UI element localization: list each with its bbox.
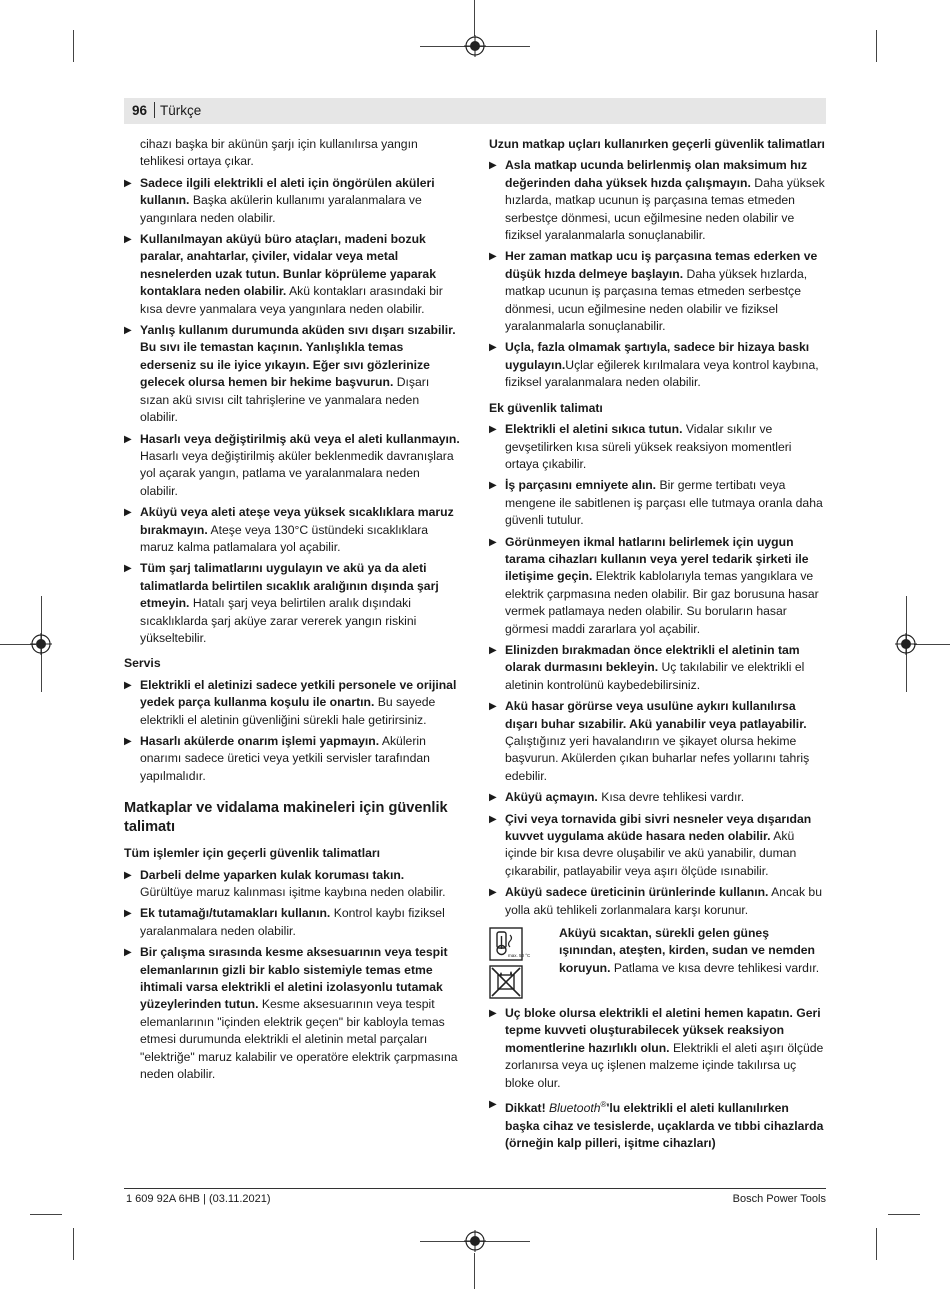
bullet-arrow-icon: ▶ xyxy=(124,947,132,959)
bullet-item xyxy=(124,677,460,729)
bullet-plain-text: Daha yüksek hızlarda, matkap ucunun iş parçasına temas etmeden serbestçe dönmesi, ucun eğilmesine neden olabilir ve fiziksel yaralanmalarla sonuçlanabilir. xyxy=(505,175,825,243)
thermometer-warning-icon xyxy=(489,927,531,961)
crop-mark xyxy=(73,1228,74,1260)
footer-doc-code: 1 609 92A 6HB | (03.11.2021) xyxy=(126,1193,271,1205)
bullet-item xyxy=(489,534,825,638)
page-header xyxy=(124,98,826,124)
bullet-bold-text: İş parçasını emniyete alın. xyxy=(505,478,657,493)
bullet-plain-text: Ateşe veya 130°C üstündeki sıcaklıklara maruz kalma patlamalara yol açabilir. xyxy=(140,522,429,554)
battery-warning-plain: Patlama ve kısa devre tehlikesi vardır. xyxy=(610,960,820,975)
bullet-item xyxy=(489,157,825,244)
crop-mark xyxy=(914,644,950,645)
icon-temperature-label: max. 50 °C xyxy=(508,953,531,959)
battery-warning-bold: Aküyü sıcaktan, sürekli gelen güneş ışınından, ateşten, kirden, sudan ve nemden koruyun. xyxy=(559,926,816,975)
left-column xyxy=(124,136,460,1088)
bullet-item xyxy=(489,339,825,391)
bluetooth-italic: Bluetooth xyxy=(549,1101,601,1116)
bullet-item xyxy=(124,944,460,1083)
bullet-bold-text: Aküyü veya aleti ateşe veya yüksek sıcaklıklara maruz bırakmayın. xyxy=(140,505,454,537)
bullet-bold-text: Darbeli delme yaparken kulak koruması takın. xyxy=(140,867,405,882)
crop-mark xyxy=(474,1253,475,1289)
bullet-plain-text: Çalıştığınız yeri havalandırın ve şikayet olursa hekime başvurun. Akülerden çıkan buharlar nefes yollarını tahriş edebilir. xyxy=(505,734,810,783)
bullet-bold-text: Ek tutamağı/tutamakları kullanın. xyxy=(140,906,331,921)
bluetooth-sup: ® xyxy=(600,1100,607,1110)
bullet-plain-text: Daha yüksek hızlarda, matkap ucunun iş parçasına temas etmeden serbestçe dönmesi, ucun eğilmesine neden olabilir ve fiziksel yaralanmalarla sonuçlanabilir. xyxy=(505,266,808,334)
bullet-item xyxy=(489,421,825,473)
bullet-plain-text: Uçlar eğilerek kırılmalara veya kontrol kaybına, fiziksel yaralanmalara neden olabilir. xyxy=(505,357,819,390)
bullet-bold-text: Elektrikli el aletini sıkıca tutun. xyxy=(505,422,683,437)
bullet-plain-text: Kontrol kaybı fiziksel yaralanmalara neden olabilir. xyxy=(140,906,445,938)
bullet-arrow-icon: ▶ xyxy=(489,644,497,656)
bullet-plain-text: Hasarlı veya değiştirilmiş aküler beklenmedik davranışlara yol açarak yangın, patlama ve yaralanmalara neden olabilir. xyxy=(140,448,454,498)
bullet-item xyxy=(124,867,460,902)
bullet-arrow-icon: ▶ xyxy=(124,433,132,445)
bullet-bold-text: Tüm şarj talimatlarını uygulayın ve akü ya da aleti talimatlarda belirtilen sıcaklık aralığının dışında şarj etmeyin. xyxy=(140,561,439,611)
bullet-bold-text: Her zaman matkap ucu iş parçasına temas ederken ve düşük hızda delmeye başlayın. xyxy=(505,249,818,281)
extra-bullet-list xyxy=(489,421,825,919)
blocked-bit-bullet-list xyxy=(489,1005,825,1092)
bullet-bold-text: Çivi veya tornavida gibi sivri nesneler veya dışarıdan kuvvet uygulama aküde hasara neden olabilir. xyxy=(505,811,812,844)
bullet-arrow-icon: ▶ xyxy=(489,1008,497,1020)
bullet-bold-text: Elektrikli el aletinizi sadece yetkili personele ve orijinal yedek parça kullanma koşulu ile onartın. xyxy=(140,677,457,710)
servis-bullet-list xyxy=(124,677,460,785)
bullet-arrow-icon: ▶ xyxy=(124,234,132,246)
bullet-bold-text: Kullanılmayan aküyü büro ataçları, madeni bozuk paralar, anahtarlar, çiviler, vidalar veya metal nesnelerden uzak tutun. Bunlar köprüleme yaparak kontaklara neden olabilir. xyxy=(140,232,436,299)
bullet-bold-text: Aküyü açmayın. xyxy=(505,790,598,805)
bullet-plain-text: Bir germe tertibatı veya mengene ile sabitlenen iş parçası elle tutmaya oranla daha güvenli tutulur. xyxy=(505,478,823,528)
bullet-item xyxy=(124,504,460,556)
footer-brand: Bosch Power Tools xyxy=(732,1193,826,1205)
bullet-arrow-icon: ▶ xyxy=(124,177,132,189)
bluetooth-bullet xyxy=(489,1096,825,1152)
bullet-plain-text: Akü içinde bir kısa devre oluşabilir ve akü yanabilir, duman çıkarabilir, patlayabilir veya aşırı ölçüde ısınabilir. xyxy=(505,829,797,878)
servis-title: Servis xyxy=(124,656,161,671)
bullet-bold-text: Görünmeyen ikmal hatlarını belirlemek için uygun tarama cihazları kullanın veya yerel tedarik şirketi ile iletişime geçin. xyxy=(505,534,809,584)
registration-mark-icon xyxy=(895,633,917,655)
crop-mark xyxy=(73,30,74,62)
bullet-plain-text: Dışarı sızan akü sıvısı cilt tahrişlerine ve yanmalara neden olabilir. xyxy=(140,375,430,425)
bullet-item xyxy=(124,175,460,227)
bullet-bold-text: Hasarlı akülerde onarım işlemi yapmayın. xyxy=(140,734,380,748)
bullet-arrow-icon: ▶ xyxy=(124,325,132,337)
bullet-arrow-icon: ▶ xyxy=(124,679,132,691)
bullet-plain-text: Akü kontakları arasındaki bir kısa devre yanmalara veya yangınlara neden olabilir. xyxy=(140,284,443,316)
battery-warning-block xyxy=(489,925,825,999)
bullet-item xyxy=(489,811,825,881)
bullet-bold-text: Yanlış kullanım durumunda aküden sıvı dışarı sızabilir. Bu sıvı ile temastan kaçının. Yanlışlıkla temas ederseniz su ile iyice yıkayın. Eğer sıvı gözlerinize gelecek olursa hemen bir hekime başvurun. xyxy=(140,323,456,390)
bullet-arrow-icon: ▶ xyxy=(489,887,497,899)
page-number: 96 xyxy=(132,103,148,118)
bullet-arrow-icon: ▶ xyxy=(124,736,132,747)
registration-mark-icon xyxy=(464,35,486,57)
bullet-bold-text: Uçla, fazla olmamak şartıyla, sadece bir hizaya baskı uygulayın. xyxy=(505,340,810,372)
bullet-bold-text: Elinizden bırakmadan önce elektrikli el aletinin tam olarak durmasını bekleyin. xyxy=(505,642,800,675)
footer-rule xyxy=(124,1188,826,1189)
sub-title-all-operations: Tüm işlemler için geçerli güvenlik talimatları xyxy=(124,846,381,861)
bullet-arrow-icon: ▶ xyxy=(124,563,132,575)
bullet-item xyxy=(489,642,825,694)
header-separator xyxy=(154,102,155,118)
bullet-arrow-icon: ▶ xyxy=(489,251,497,263)
bullet-plain-text: Elektrikli el aleti aşırı ölçüde zorlanırsa veya uç işlenen malzeme içinde takılırsa uç bloke olur. xyxy=(505,1040,824,1090)
bullet-arrow-icon: ▶ xyxy=(489,160,497,172)
bullet-arrow-icon: ▶ xyxy=(124,908,132,920)
bullet-bold-text: Asla matkap ucunda belirlenmiş olan maksimum hız değerinden daha yüksek hızda çalışmayın. xyxy=(505,158,808,190)
bullet-plain-text: Ancak bu yolla akü tehlikeli zorlanmalara karşı korunur. xyxy=(505,885,822,917)
intro-text: cihazı başka bir akünün şarjı için kullanılırsa yangın tehlikesi ortaya çıkar. xyxy=(140,137,418,169)
bullet-arrow-icon: ▶ xyxy=(124,869,132,881)
bullet-bold-text: Akü hasar görürse veya usulüne aykırı kullanılırsa dışarı buhar sızabilir. Akü yanabilir veya patlayabilir. xyxy=(505,699,807,731)
bluetooth-bold-a: Dikkat! xyxy=(505,1101,550,1116)
bullet-arrow-icon: ▶ xyxy=(489,1099,497,1111)
crop-mark xyxy=(876,30,877,62)
bullet-item xyxy=(489,789,825,806)
no-water-battery-icon xyxy=(489,965,523,999)
bullet-item xyxy=(489,698,825,785)
crop-mark xyxy=(888,1214,920,1215)
bullet-arrow-icon: ▶ xyxy=(489,424,497,436)
bullet-plain-text: Elektrik kablolarıyla temas yangıklara ve elektrik çarpmasına neden olabilir. Bir gaz borusuna hasar vermek patlamaya neden olabilir. Su boruların hasar görmesi maddi zararlara yol açabilir. xyxy=(505,569,819,636)
battery-bullet-list xyxy=(124,175,460,648)
bullet-bold-text: Bir çalışma sırasında kesme aksesuarının veya tespit elemanlarının gizli bir kablo sistemiyle temas etme ihtimali varsa elektrikli el aletini izolasyonlu tutamak yüzeylerinden tutun. xyxy=(140,945,448,1012)
bullet-plain-text: Uç takılabilir ve elektrikli el aletinin kontrolünü kaybedebilirsiniz. xyxy=(505,660,805,692)
right-column xyxy=(489,136,825,1156)
bullet-item xyxy=(124,560,460,647)
header-language: Türkçe xyxy=(160,103,202,118)
bullet-item xyxy=(124,431,460,501)
bullet-bold-text: Uç bloke olursa elektrikli el aletini hemen kapatın. Geri tepme kuvveti oluşturabilecek yüksek reaksiyon momentlerine hazırlıklı olun. xyxy=(505,1006,821,1055)
sub-title-extra: Ek güvenlik talimatı xyxy=(489,400,603,415)
crop-mark xyxy=(876,1228,877,1260)
registration-mark-icon xyxy=(30,633,52,655)
bullet-plain-text: Gürültüye maruz kalınması işitme kaybına neden olabilir. xyxy=(140,885,446,900)
section-title: Matkaplar ve vidalama makineleri için güvenlik talimatı xyxy=(124,800,448,836)
bullet-plain-text: Kesme aksesuarının veya tespit elemanlarının "içinden elektrik geçen" bir kabloyla temas etmesi durumunda elektrikli el aletinin metal parçaları "elektriğe" maruz kalabilir ve operatöre elektrik çarpmasına neden olabilir. xyxy=(140,997,458,1082)
bullet-item xyxy=(124,322,460,426)
bullet-plain-text: Vidalar sıkılır ve gevşetilirken kısa süreli yüksek reaksiyon momentleri ortaya çıkabilir. xyxy=(505,422,792,471)
bullet-item xyxy=(489,477,825,529)
drill-bullet-list xyxy=(124,867,460,1084)
bullet-arrow-icon: ▶ xyxy=(489,480,497,492)
bullet-item xyxy=(124,733,460,785)
bullet-arrow-icon: ▶ xyxy=(124,507,132,519)
bullet-plain-text: Bu sayede elektrikli el aletinin güvenliğini sürekli hale getirirsiniz. xyxy=(140,695,436,727)
bullet-arrow-icon: ▶ xyxy=(489,342,497,354)
sub-title-long-bits: Uzun matkap uçları kullanırken geçerli güvenlik talimatları xyxy=(489,137,825,151)
bullet-plain-text: Hatalı şarj veya belirtilen aralık dışındaki sıcaklıklarda şarj aküye zarar vererek yangın riskini yükseltebilir. xyxy=(140,596,417,645)
bullet-arrow-icon: ▶ xyxy=(489,813,497,825)
long-bits-bullet-list xyxy=(489,157,825,391)
bullet-item xyxy=(124,231,460,318)
bluetooth-bold-b: 'lu elektrikli el aleti kullanılırken başka cihaz ve tesislerde, uçaklarda ve tıbbi cihazlarda (örneğin kalp pilleri, işitme cihazları) xyxy=(505,1101,824,1150)
bullet-bold-text: Hasarlı veya değiştirilmiş akü veya el aleti kullanmayın. xyxy=(140,431,460,446)
bullet-item xyxy=(124,905,460,940)
bullet-bold-text: Aküyü sadece üreticinin ürünlerinde kullanın. xyxy=(505,885,769,900)
bullet-arrow-icon: ▶ xyxy=(489,701,497,713)
bullet-item xyxy=(489,248,825,335)
bullet-item xyxy=(489,884,825,919)
bullet-plain-text: Başka akülerin kullanımı yaralanmalara ve yangınlara neden olabilir. xyxy=(140,193,422,225)
bullet-plain-text: Kısa devre tehlikesi vardır. xyxy=(597,790,745,805)
bullet-item xyxy=(489,1005,825,1092)
crop-mark xyxy=(474,0,475,36)
battery-warning-text xyxy=(559,925,825,977)
bullet-arrow-icon: ▶ xyxy=(489,536,497,548)
crop-mark xyxy=(30,1214,62,1215)
bullet-bold-text: Sadece ilgili elektrikli el aleti için öngörülen aküleri kullanın. xyxy=(140,175,435,208)
bullet-plain-text: Akülerin onarımı sadece üretici veya yetkili servisler tarafından yapılmalıdır. xyxy=(140,734,430,783)
registration-mark-icon xyxy=(464,1230,486,1252)
bullet-arrow-icon: ▶ xyxy=(489,792,497,804)
